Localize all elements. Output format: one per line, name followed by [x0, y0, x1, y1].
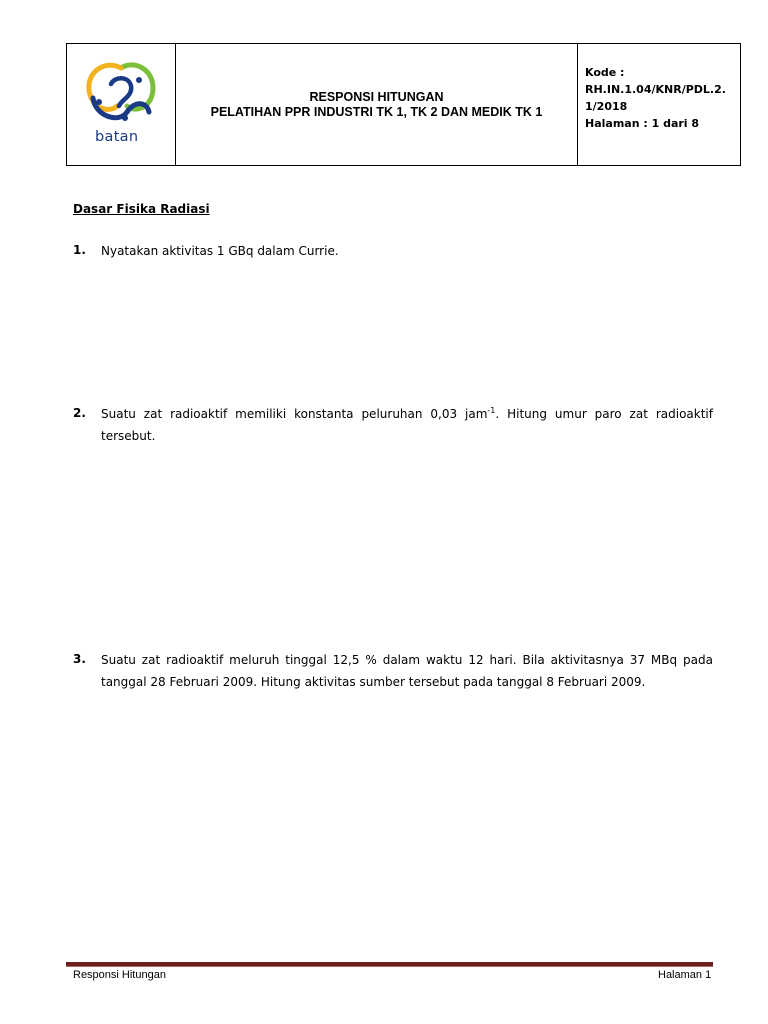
header-title: RESPONSI HITUNGAN — [309, 89, 444, 104]
code-value-line2: 1/2018 — [585, 100, 628, 113]
batan-logo-icon — [81, 58, 161, 130]
section-title: Dasar Fisika Radiasi — [73, 202, 210, 216]
logo-text: batan — [95, 129, 139, 145]
footer-doc-title: Responsi Hitungan — [73, 969, 166, 981]
question-2-text — [101, 403, 713, 447]
header-subtitle: PELATIHAN PPR INDUSTRI TK 1, TK 2 DAN MEDIK TK 1 — [210, 104, 543, 119]
header-title-cell — [176, 44, 578, 165]
question-2-text-tail: . Hitung umur paro zat radioaktif tersebut. — [101, 407, 713, 443]
page-count: Halaman : 1 dari 8 — [585, 117, 700, 130]
footer-page-number: Halaman 1 — [658, 969, 712, 981]
question-1-text: Nyatakan aktivitas 1 GBq dalam Currie. — [101, 244, 339, 258]
question-3-number: 3. — [73, 652, 86, 666]
code-label: Kode : — [585, 66, 625, 79]
code-value-line1: RH.IN.1.04/KNR/PDL.2. — [585, 83, 726, 96]
question-1-number: 1. — [73, 243, 86, 257]
question-2-superscript: -1 — [487, 406, 496, 415]
footer-divider — [66, 962, 713, 967]
logo-cell — [67, 44, 176, 165]
header-code-cell — [578, 44, 740, 165]
question-3-text: Suatu zat radioaktif meluruh tinggal 12,5 % dalam waktu 12 hari. Bila aktivitasnya 37 MBq pada tanggal 28 Februari 2009. Hitung aktivitas sumber tersebut pada tanggal 8 Februari 2009. — [101, 653, 713, 689]
question-2-text-main: Suatu zat radioaktif memiliki konstanta peluruhan 0,03 jam — [101, 407, 488, 421]
document-header-table — [66, 43, 741, 166]
question-2-number: 2. — [73, 406, 86, 420]
